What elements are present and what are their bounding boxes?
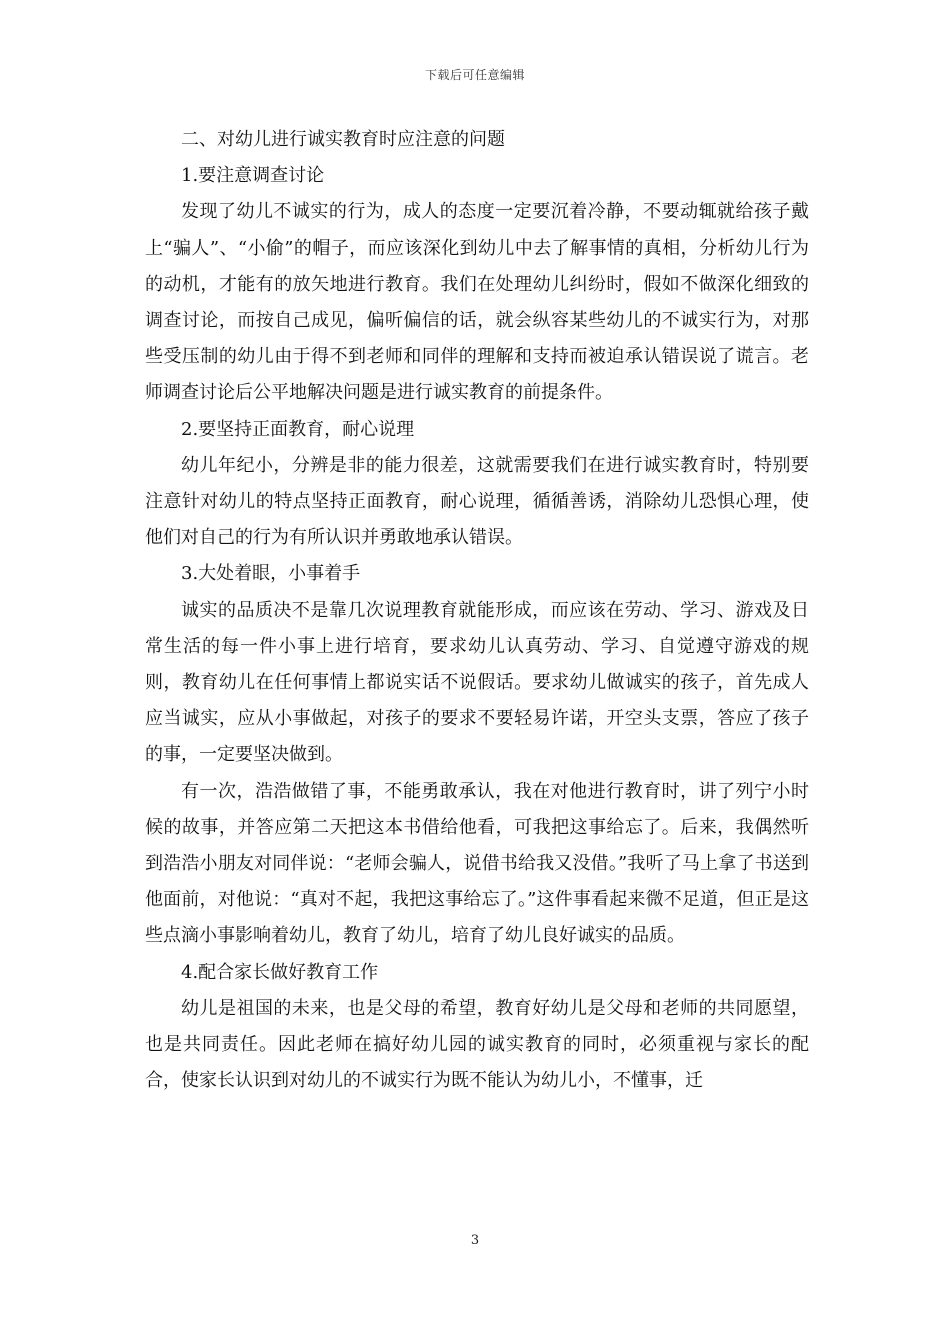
paragraph-2-1: 幼儿年纪小，分辨是非的能力很差，这就需要我们在进行诚实教育时，特别要注意针对幼儿的特点坚持正面教育，耐心说理，循循善诱，消除幼儿恐惧心理，使他们对自己的行为有所认识并勇敢地承认错误。	[145, 454, 809, 549]
page-number: 3	[470, 1233, 480, 1248]
paragraph-3-1: 诚实的品质决不是靠几次说理教育就能形成，而应该在劳动、学习、游戏及日常生活的每一件小事上进行培育，要求幼儿认真劳动、学习、自觉遵守游戏的规则，教育幼儿在任何事情上都说实话不说假话。要求幼儿做诚实的孩子，首先成人应当诚实，应从小事做起，对孩子的要求不要轻易许诺，开空头支票，答应了孩子的事，一定要坚决做到。	[145, 599, 809, 766]
subheading-1: 1.要注意调查讨论	[181, 165, 325, 187]
page-header: 下载后可任意编辑	[424, 68, 525, 82]
paragraph-1-1: 发现了幼儿不诚实的行为，成人的态度一定要沉着冷静，不要动辄就给孩子戴上“骗人”、“小偷”的帽子，而应该深化到幼儿中去了解事情的真相，分析幼儿行为的动机，才能有的放矢地进行教育。我们在处理幼儿纠纷时，假如不做深化细致的调查讨论，而按自己成见，偏听偏信的话，就会纵容某些幼儿的不诚实行为，对那些受压制的幼儿由于得不到老师和同伴的理解和支持而被迫承认错误说了谎言。老师调查讨论后公平地解决问题是进行诚实教育的前提条件。	[145, 201, 809, 404]
document-body	[145, 122, 809, 1099]
subheading-3: 3.大处着眼，小事着手	[181, 563, 361, 585]
paragraph-4-1: 幼儿是祖国的未来，也是父母的希望，教育好幼儿是父母和老师的共同愿望，也是共同责任。因此老师在搞好幼儿园的诚实教育的同时，必须重视与家长的配合，使家长认识到对幼儿的不诚实行为既不能认为幼儿小，不懂事，迁	[145, 997, 809, 1092]
subheading-4: 4.配合家长做好教育工作	[181, 961, 379, 983]
section-title: 二、对幼儿进行诚实教育时应注意的问题	[181, 129, 505, 150]
paragraph-3-2: 有一次，浩浩做错了事，不能勇敢承认，我在对他进行教育时，讲了列宁小时候的故事，并答应第二天把这本书借给他看，可我把这事给忘了。后来，我偶然听到浩浩小朋友对同伴说：“老师会骗人，说借书给我又没借。”我听了马上拿了书送到他面前，对他说：“真对不起，我把这事给忘了。”这件事看起来微不足道，但正是这些点滴小事影响着幼儿，教育了幼儿，培育了幼儿良好诚实的品质。	[145, 780, 809, 947]
subheading-2: 2.要坚持正面教育，耐心说理	[181, 418, 415, 440]
